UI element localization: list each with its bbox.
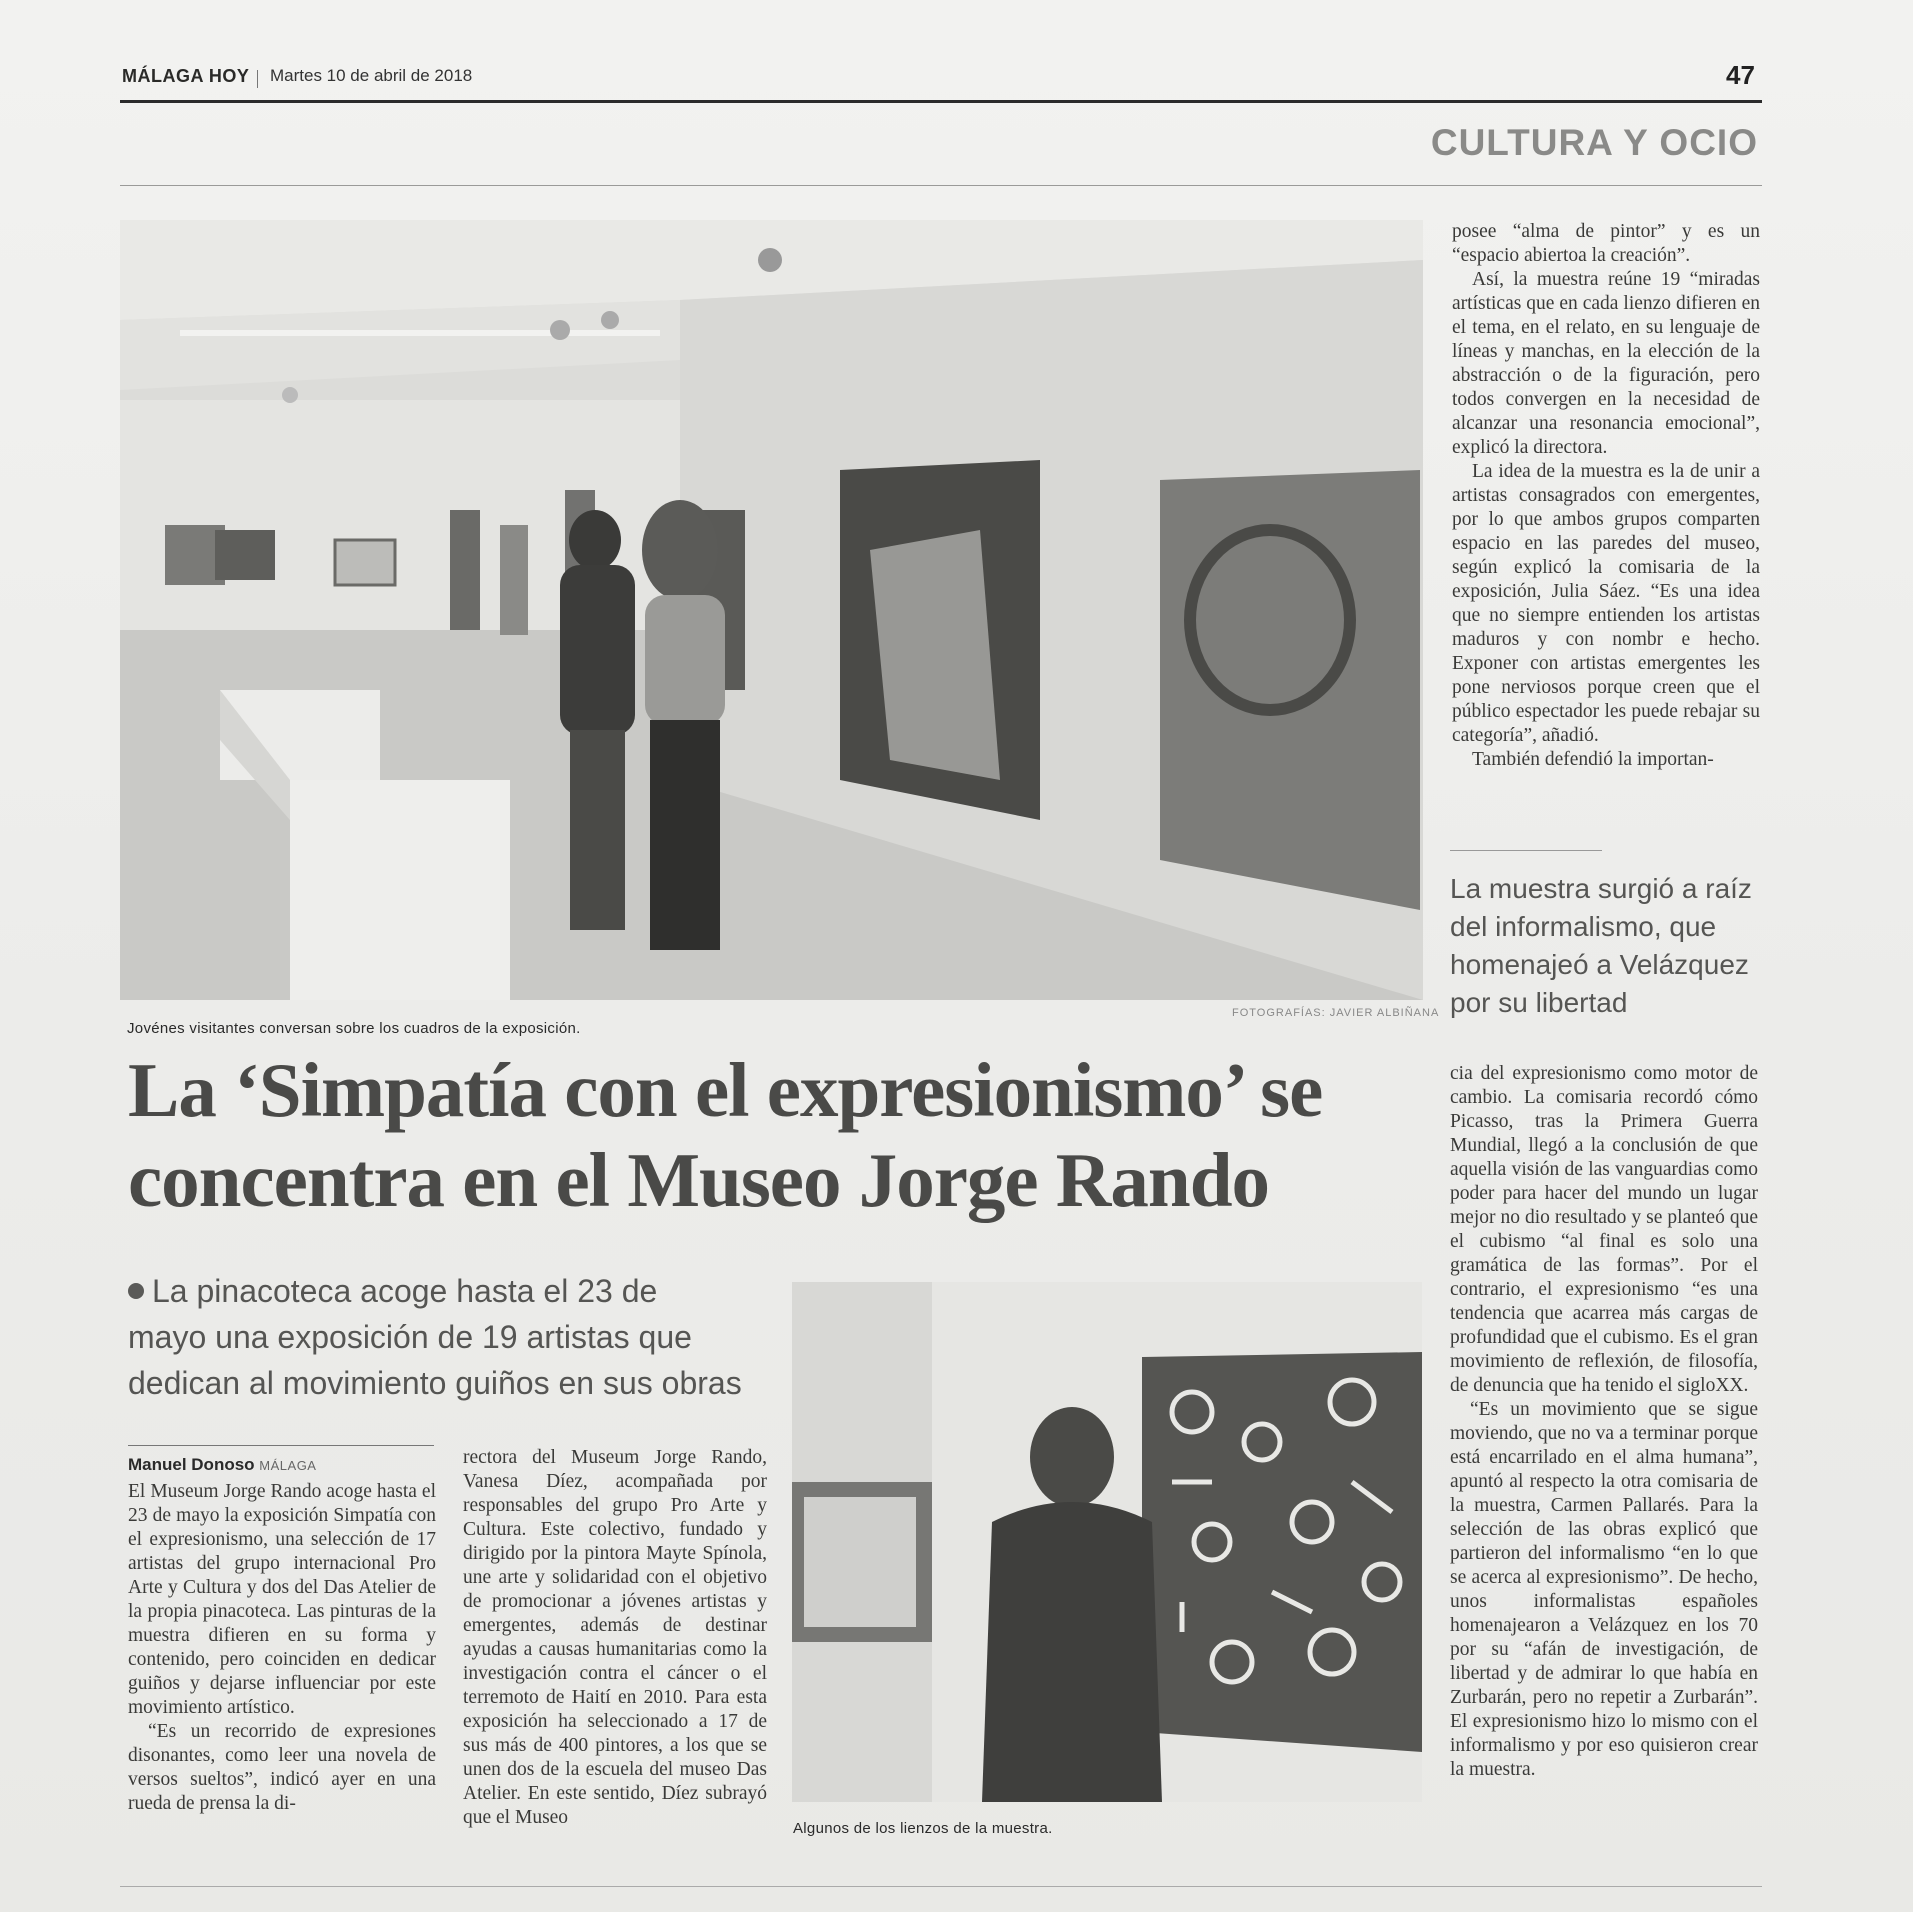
painting-photo — [792, 1282, 1422, 1802]
photo-credit: FOTOGRAFÍAS: JAVIER ALBIÑANA — [1232, 1007, 1440, 1019]
col1-paragraph-2: “Es un recorrido de expresiones disonantes, como leer una novela de versos sueltos”, indicó ayer en una rueda de prensa la di- — [128, 1721, 436, 1814]
col3-paragraph-4: También defendió la importan- — [1472, 749, 1714, 770]
byline-location: MÁLAGA — [259, 1458, 317, 1473]
headline-line-1: La ‘Simpatía con el expresionismo’ se — [128, 1047, 1323, 1133]
author-name: Manuel Donoso — [128, 1455, 255, 1474]
byline — [128, 1455, 316, 1475]
col1-paragraph-1: El Museum Jorge Rando acoge hasta el 23 de mayo la exposición Simpatía con el expresionismo, una selección de 17 artistas del grupo internacional Pro Arte y Cultura y dos del Das Atelier de la propia pinacoteca. Las pinturas de la muestra difieren en su forma y contenido, pero coinciden en dedicar guiños y dejarse influenciar por este movimiento artístico. — [128, 1481, 436, 1718]
section-title: CULTURA Y OCIO — [1430, 122, 1758, 163]
headline-line-2: concentra en el Museo Jorge Rando — [128, 1137, 1270, 1223]
masthead-brand: MÁLAGA HOY — [122, 66, 250, 86]
gallery-photo-illustration — [120, 220, 1423, 1000]
subhead-line-2: mayo una exposición de 19 artistas que — [128, 1319, 692, 1355]
masthead-separator — [257, 70, 258, 88]
article-column-3-bottom — [1450, 1062, 1758, 1782]
col3-paragraph-3: La idea de la muestra es la de unir a artistas consagrados con emergentes, por lo que ambos grupos comparten espacio en las paredes del museo, según explicó la comisaria de la exposición, Julia Sáez. “Es una idea que no siempre entienden los artistas maduros y con nombr e hecho. Exponer con artistas emergentes les pone nerviosos porque creen que el público espectador les puede rebajar su categoría”, añadió. — [1452, 461, 1760, 746]
footer-rule — [120, 1886, 1762, 1887]
col2-paragraph-1: rectora del Museum Jorge Rando, Vanesa Díez, acompañada por responsables del grupo Pro Arte y Cultura. Este colectivo, fundado y dirigido por la pintora Mayte Spínola, une arte y solidaridad con el objetivo de promocionar a jóvenes artistas y emergentes, además de destinar ayudas a causas humanitarias como la investigación contra el cáncer o el terremoto de Haití en 2010. Para esta exposición ha seleccionado a 17 de sus más de 400 pintores, a los que se unen dos de la escuela del museo Das Atelier. En este sentido, Díez subrayó que el Museo — [463, 1447, 767, 1828]
pullquote-rule — [1450, 850, 1602, 851]
page-number: 47 — [1726, 60, 1755, 90]
article-subhead — [128, 1268, 778, 1406]
main-photo-caption: Jovénes visitantes conversan sobre los cuadros de la exposición. — [127, 1020, 581, 1037]
header-rule — [120, 100, 1762, 103]
article-column-2 — [463, 1446, 767, 1830]
byline-rule — [128, 1445, 434, 1446]
section-rule — [120, 185, 1762, 186]
pullquote: La muestra surgió a raíz del informalismo, que homenajeó a Velázquez por su libertad — [1450, 873, 1752, 1018]
subhead-line-1: La pinacoteca acoge hasta el 23 de — [152, 1273, 658, 1309]
bullet-icon — [128, 1283, 144, 1299]
masthead-date: Martes 10 de abril de 2018 — [270, 66, 473, 85]
article-column-3-top — [1452, 220, 1760, 772]
article-headline — [128, 1045, 1428, 1225]
gallery-photo — [120, 220, 1423, 1000]
col3-paragraph-2: Así, la muestra reúne 19 “miradas artísticas que en cada lienzo difieren en el tema, en el relato, en su lenguaje de líneas y manchas, en la elección de la abstracción o de la figuración, pero todos convergen en la necesidad de alcanzar una resonancia emocional”, explicó la directora. — [1452, 269, 1760, 458]
painting-photo-illustration — [792, 1282, 1422, 1802]
col3-paragraph-5: cia del expresionismo como motor de cambio. La comisaria recordó cómo Picasso, tras la Primera Guerra Mundial, llegó a la conclusión de que aquella visión de las vanguardias como poder para hacer del mundo un lugar mejor no dio resultado y se planteó que el cubismo “al final es solo una gramática de las formas”. Por el contrario, el expresionismo “es una tendencia que acarrea más cargas de profundidad que el cubismo. Es el gran movimiento de reflexión, de filosofía, de denuncia que ha tenido el sigloXX. — [1450, 1063, 1758, 1396]
col3-paragraph-1: posee “alma de pintor” y es un “espacio abiertoa la creación”. — [1452, 221, 1760, 266]
col3-paragraph-6: “Es un movimiento que se sigue moviendo, que no va a terminar porque está encarrilado en el alma humana”, apuntó al respecto la otra comisaria de la muestra, Carmen Pallarés. Para la selección de las obras explicó que partieron del informalismo “en lo que se acerca al expresionismo”. De hecho, unos informalistas españoles homenajearon a Velázquez en los 70 por su “afán de investigación, de libertad y de admirar lo que había en Zurbarán, pero no repetir a Zurbarán”. El expresionismo hizo lo mismo con el informalismo y por eso quisieron crear la muestra. — [1450, 1399, 1758, 1780]
article-column-1 — [128, 1480, 436, 1816]
subhead-line-3: dedican al movimiento guiños en sus obras — [128, 1365, 742, 1401]
second-photo-caption: Algunos de los lienzos de la muestra. — [793, 1820, 1053, 1837]
